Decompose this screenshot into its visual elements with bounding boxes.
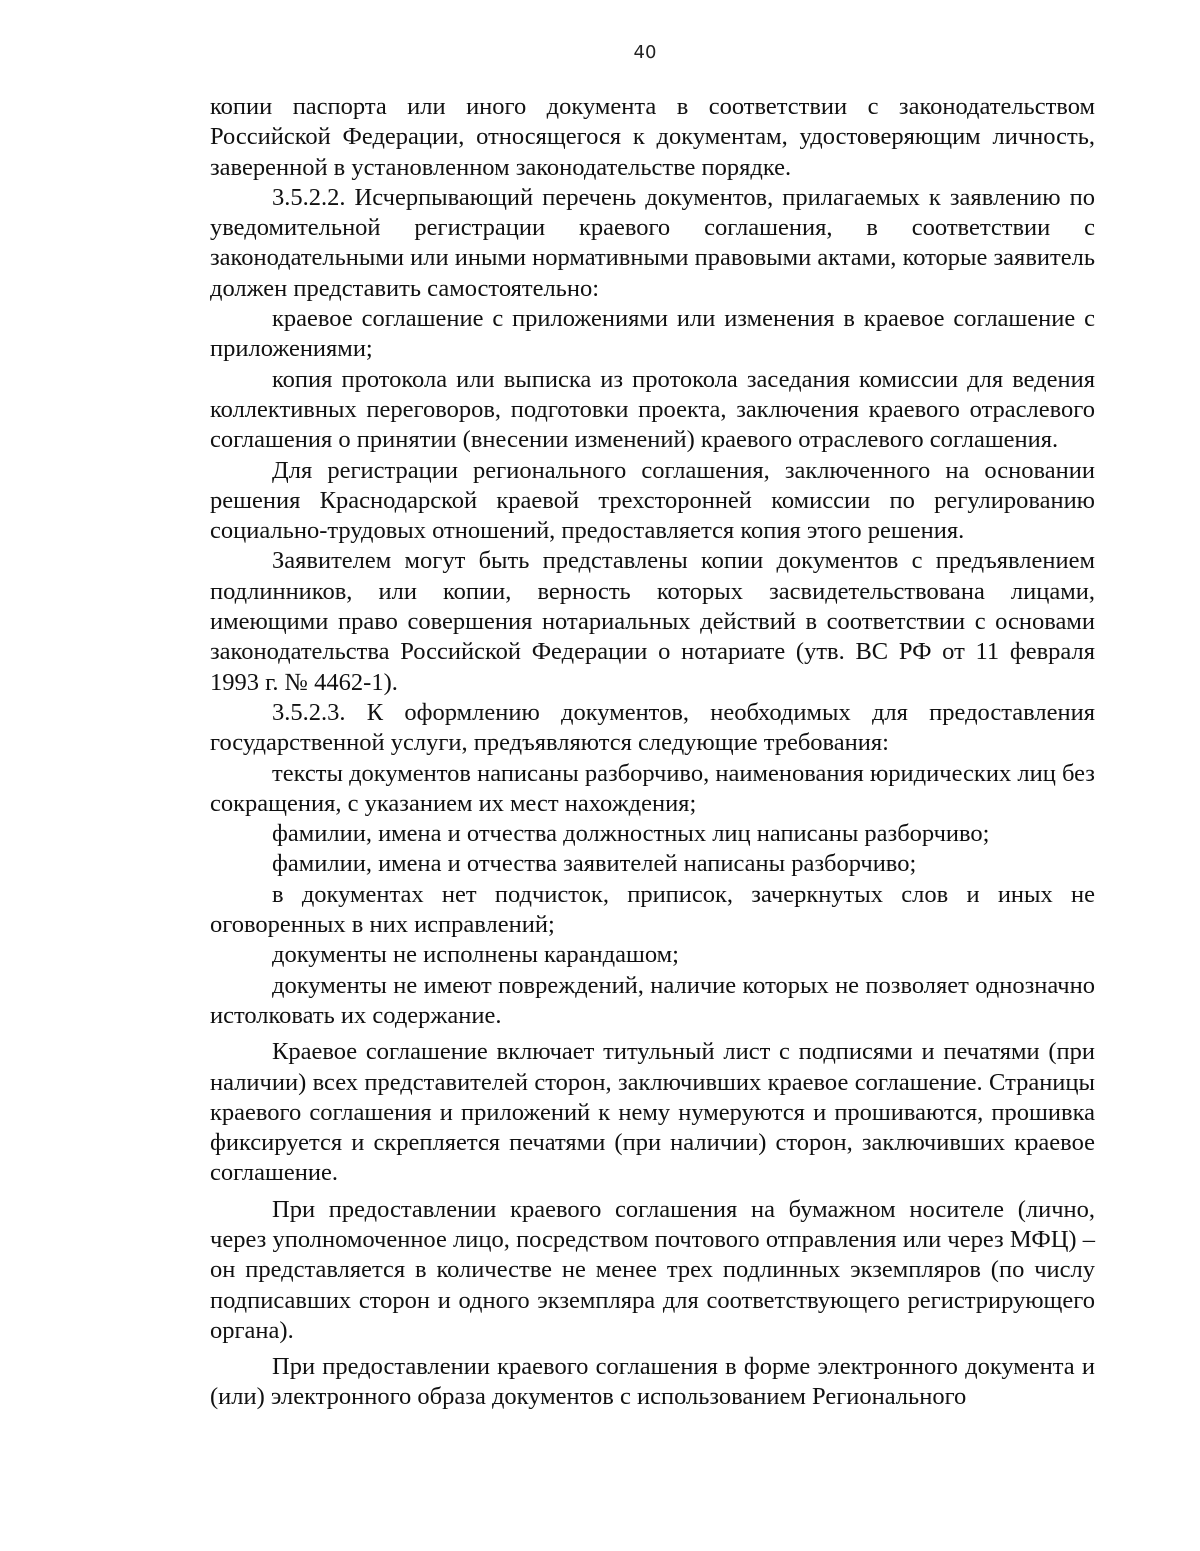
paragraph: фамилии, имена и отчества заявителей написаны разборчиво;	[272, 850, 917, 878]
paragraph: документы не исполнены карандашом;	[272, 941, 679, 969]
paragraph: Краевое соглашение включает титульный лист с подписями и печатями (при наличии) всех представителей сторон, заключивших краевое соглашение. Страницы краевого соглашения и приложений к нему нумеруются и прошиваются, прошивка фиксируется и скрепляется печатями (при наличии) сторон, заключивших краевое соглашение.	[210, 1038, 1095, 1187]
document-body	[210, 92, 1095, 1413]
paragraph: При предоставлении краевого соглашения в форме электронного документа и (или) электронного образа документов с использованием Регионального	[210, 1353, 1095, 1411]
paragraph: Для регистрации регионального соглашения, заключенного на основании решения Краснодарской краевой трехсторонней комиссии по регулированию социально-трудовых отношений, предоставляется копия этого решения.	[210, 456, 1095, 545]
paragraph: документы не имеют повреждений, наличие которых не позволяет однозначно истолковать их содержание.	[210, 971, 1095, 1029]
paragraph: тексты документов написаны разборчиво, наименования юридических лиц без сокращения, с указанием их мест нахождения;	[210, 759, 1095, 817]
paragraph: копии паспорта или иного документа в соответствии с законодательством Российской Федерации, относящегося к документам, удостоверяющим личность, заверенной в установленном законодательстве порядке.	[210, 93, 1095, 181]
paragraph: Заявителем могут быть представлены копии документов с предъявлением подлинников, или копии, верность которых засвидетельствована лицами, имеющими право совершения нотариальных действий в соответствии с основами законодательства Российской Федерации о нотариате (утв. ВС РФ от 11 февраля 1993 г. № 4462-1).	[210, 547, 1095, 696]
paragraph: в документах нет подчисток, приписок, зачеркнутых слов и иных не оговоренных в них исправлений;	[210, 880, 1095, 939]
paragraph: При предоставлении краевого соглашения на бумажном носителе (лично, через уполномоченное лицо, посредством почтового отправления или через МФЦ) – он представляется в количестве не менее трех подлинных экземпляров (по числу подписавших сторон и одного экземпляра для соответствующего регистрирующего органа).	[210, 1195, 1095, 1344]
paragraph: 3.5.2.3. К оформлению документов, необходимых для предоставления государственной услуги, предъявляются следующие требования:	[210, 698, 1095, 757]
paragraph: 3.5.2.2. Исчерпывающий перечень документов, прилагаемых к заявлению по уведомительной регистрации краевого соглашения, в соответствии с законодательными или иными нормативными правовыми актами, которые заявитель должен представить самостоятельно:	[210, 183, 1095, 302]
paragraph: краевое соглашение с приложениями или изменения в краевое соглашение с приложениями;	[210, 305, 1095, 363]
page-number: 40	[633, 42, 657, 63]
paragraph: копия протокола или выписка из протокола заседания комиссии для ведения коллективных переговоров, подготовки проекта, заключения краевого отраслевого соглашения о принятии (внесении изменений) краевого отраслевого соглашения.	[210, 365, 1095, 454]
paragraph: фамилии, имена и отчества должностных лиц написаны разборчиво;	[272, 820, 990, 848]
